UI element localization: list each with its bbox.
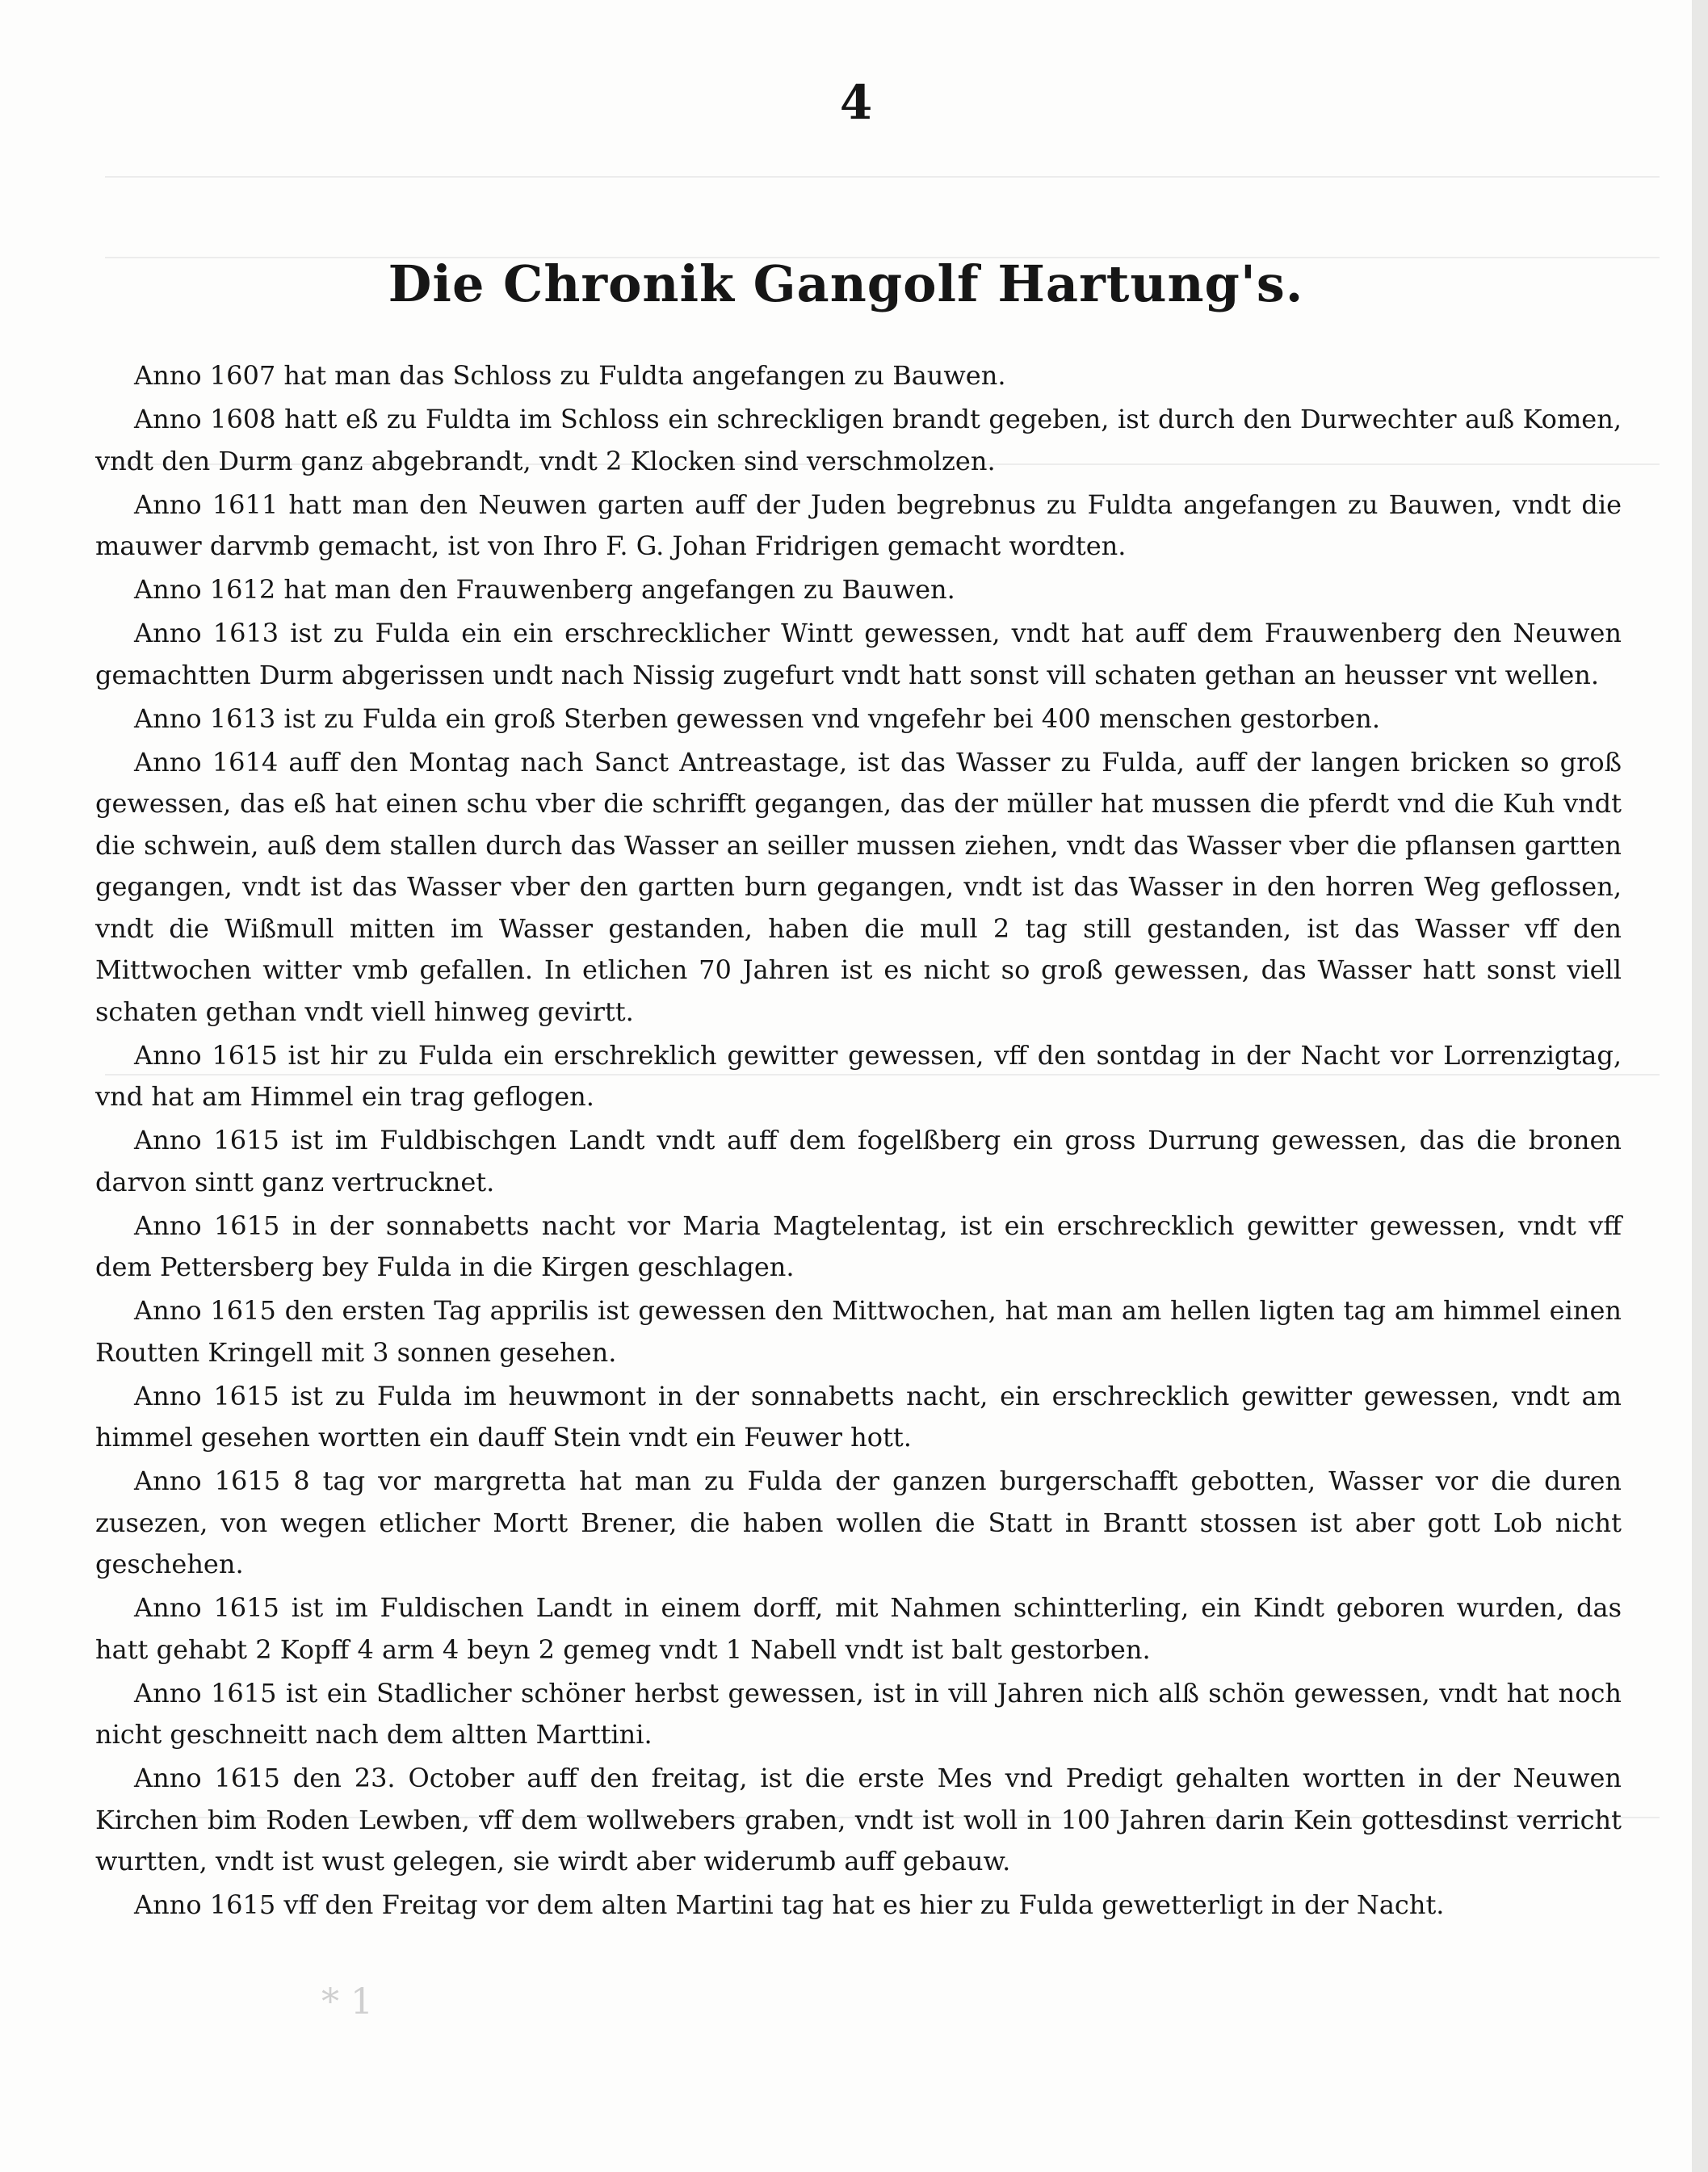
chronicle-entry: Anno 1615 in der sonnabetts nacht vor Maria Magtelentag, ist ein erschrecklich gewitter gewessen, vndt vff dem Pettersberg bey Fulda in die Kirgen geschlagen. <box>95 1210 1622 1282</box>
chronicle-entry: Anno 1615 ist hir zu Fulda ein erschreklich gewitter gewessen, vff den sontdag in der Nacht vor Lorrenzigtag, vnd hat am Himmel ein trag geflogen. <box>95 1039 1622 1112</box>
chronicle-entry: Anno 1615 den 23. October auff den freitag, ist die erste Mes vnd Predigt gehalten wortten in der Neuwen Kirchen bim Roden Lewben, vff dem wollwebers graben, vndt ist woll in 100 Jahren darin Kein gottesdinst verricht wurtten, vndt ist wust gelegen, sie wirdt aber widerumb auff gebauw. <box>95 1763 1622 1876</box>
chronicle-entry: Anno 1615 vff den Freitag vor dem alten Martini tag hat es hier zu Fulda gewetterligt in der Nacht. <box>134 1889 1445 1920</box>
chronicle-entry: Anno 1615 den ersten Tag apprilis ist gewessen den Mittwochen, hat man am hellen ligten tag am himmel einen Routten Kringell mit 3 sonnen gesehen. <box>95 1295 1622 1368</box>
chronicle-entry: Anno 1611 hatt man den Neuwen garten auff der Juden begrebnus zu Fuldta angefangen zu Bauwen, vndt die mauwer darvmb gemacht, ist von Ihro F. G. Johan Fridrigen gemacht wordten. <box>95 488 1622 561</box>
chronicle-entry: Anno 1608 hatt eß zu Fuldta im Schloss ein schreckligen brandt gegeben, ist durch den Durwechter auß Komen, vndt den Durm ganz abgebrandt, vndt 2 Klocken sind verschmolzen. <box>95 404 1622 476</box>
chronicle-entry: Anno 1615 ist im Fuldbischgen Landt vndt auff dem fogelßberg ein gross Durrung gewessen, das die bronen darvon sintt ganz vertrucknet. <box>95 1125 1622 1197</box>
page-title: Die Chronik Gangolf Hartung's. <box>388 254 1304 313</box>
page-number: 4 <box>839 75 873 130</box>
bleed-through-mark: * 1 <box>321 1981 373 2023</box>
chronicle-entry: Anno 1613 ist zu Fulda ein groß Sterben gewessen vnd vngefehr bei 400 menschen gestorben. <box>134 702 1380 734</box>
chronicle-entry: Anno 1612 hat man den Frauwenberg angefangen zu Bauwen. <box>134 574 955 605</box>
chronicle-entry: Anno 1615 ist ein Stadlicher schöner herbst gewessen, ist in vill Jahren nich alß schön gewessen, vndt hat noch nicht geschneitt nach dem altten Marttini. <box>95 1677 1622 1750</box>
bleed-through-line <box>105 176 1660 178</box>
page-edge <box>1692 0 1708 2172</box>
chronicle-entry: Anno 1614 auff den Montag nach Sanct Antreastage, ist das Wasser zu Fulda, auff der langen bricken so groß gewessen, das eß hat einen schu vber die schrifft gegangen, das der müller hat mussen die pferdt vnd die Kuh vndt die schwein, auß dem stallen durch das Wasser an seiller mussen ziehen, vndt das Wasser vber die pflansen gartten gegangen, vndt ist das Wasser vber den gartten burn gegangen, vndt ist das Wasser in den horren Weg geflossen, vndt die Wißmull mitten im Wasser gestanden, haben die mull 2 tag still gestanden, ist das Wasser vff den Mittwochen witter vmb gefallen. In etlichen 70 Jahren ist es nicht so groß gewessen, das Wasser hatt sonst viell schaten gethan vndt viell hinweg gevirtt. <box>95 746 1622 1027</box>
chronicle-entry: Anno 1607 hat man das Schloss zu Fuldta angefangen zu Bauwen. <box>134 360 1006 391</box>
chronicle-entry: Anno 1615 8 tag vor margretta hat man zu Fulda der ganzen burgerschafft gebotten, Wasser vor die duren zusezen, von wegen etlicher Mortt Brener, die haben wollen die Statt in Brantt stossen ist aber gott Lob nicht geschehen. <box>95 1465 1622 1579</box>
chronicle-entries <box>95 355 1622 1928</box>
chronicle-entry: Anno 1613 ist zu Fulda ein ein erschrecklicher Wintt gewessen, vndt hat auff dem Frauwenberg den Neuwen gemachtten Durm abgerissen undt nach Nissig zugefurt vndt hatt sonst vill schaten gethan an heusser vnt wellen. <box>95 618 1622 690</box>
chronicle-entry: Anno 1615 ist im Fuldischen Landt in einem dorff, mit Nahmen schintterling, ein Kindt geboren wurden, das hatt gehabt 2 Kopff 4 arm 4 beyn 2 gemeg vndt 1 Nabell vndt ist balt gestorben. <box>95 1592 1622 1665</box>
chronicle-entry: Anno 1615 ist zu Fulda im heuwmont in der sonnabetts nacht, ein erschrecklich gewitter gewessen, vndt am himmel gesehen wortten ein dauff Stein vndt ein Feuwer hott. <box>95 1380 1622 1453</box>
